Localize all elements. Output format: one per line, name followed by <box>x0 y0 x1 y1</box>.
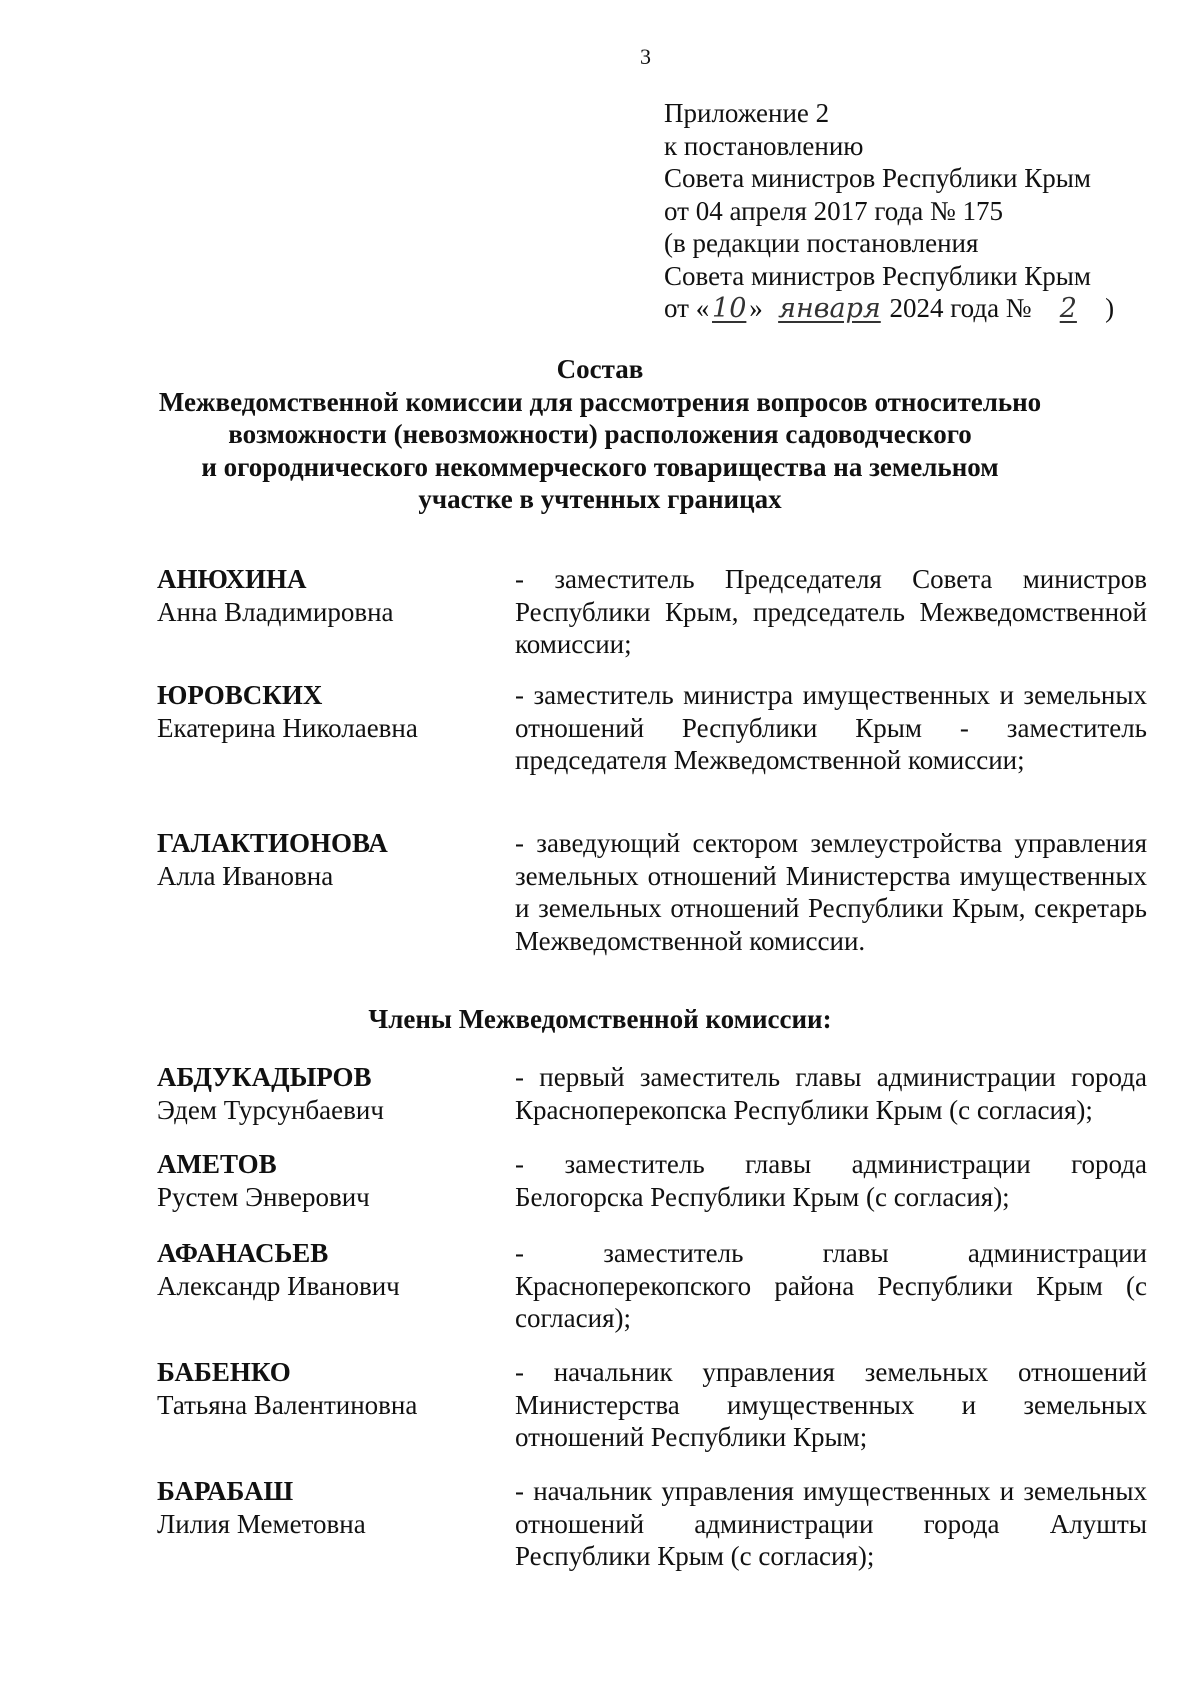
date-prefix: от « <box>664 293 710 323</box>
surname: АБДУКАДЫРОВ <box>157 1062 372 1092</box>
appendix-line: Совета министров Республики Крым <box>664 260 1091 291</box>
given-name: Татьяна Валентиновна <box>157 1389 418 1420</box>
appendix-line: к постановлению <box>664 130 864 161</box>
given-name: Анна Владимировна <box>157 596 394 627</box>
person-name <box>157 1237 497 1302</box>
appendix-block <box>664 97 1114 326</box>
date-suffix: ) <box>1098 293 1115 323</box>
handwritten-month: января <box>778 293 881 324</box>
role-description: - заместитель министра имущественных и земельных отношений Республики Крым - заместитель председателя Межведомственной комиссии; <box>515 680 1147 775</box>
members-heading: Члены Межведомственной комиссии: <box>368 1004 832 1034</box>
surname: ГАЛАКТИОНОВА <box>157 828 388 858</box>
role-description: - заместитель главы администрации города Белогорска Республики Крым (с согласия); <box>515 1149 1147 1212</box>
date-year: 2024 <box>889 293 944 323</box>
surname: АФАНАСЬЕВ <box>157 1238 329 1268</box>
role-description: - начальник управления земельных отношений Министерства имущественных и земельных отношений Республики Крым; <box>515 1357 1147 1452</box>
surname: БАБЕНКО <box>157 1357 291 1387</box>
role-description: - заместитель Председателя Совета министров Республики Крым, председатель Межведомственной комиссии; <box>515 564 1147 659</box>
date-after-year: года № <box>943 293 1039 323</box>
person-name <box>157 1148 497 1213</box>
title-line: Межведомственной комиссии для рассмотрения вопросов относительно <box>158 386 1042 417</box>
appendix-line: (в редакции постановления <box>664 228 979 258</box>
given-name: Лилия Меметовна <box>157 1508 366 1539</box>
title-line: и огороднического некоммерческого товарищества на земельном <box>201 451 999 482</box>
appendix-line: Приложение 2 <box>664 98 830 128</box>
role-description: - первый заместитель главы администрации города Красноперекопска Республики Крым (с согласия); <box>515 1062 1147 1125</box>
given-name: Александр Иванович <box>157 1270 400 1301</box>
role-description: - начальник управления имущественных и земельных отношений администрации города Алушты Республики Крым (с согласия); <box>515 1476 1147 1571</box>
role-description: - заведующий сектором землеустройства управления земельных отношений Министерства имущественных и земельных отношений Республики Крым, секретарь Межведомственной комиссии. <box>515 828 1147 956</box>
person-name <box>157 827 497 892</box>
given-name: Екатерина Николаевна <box>157 712 418 743</box>
person-name <box>157 1356 497 1421</box>
surname: АМЕТОВ <box>157 1149 277 1179</box>
appendix-line: от 04 апреля 2017 года № 175 <box>664 195 1004 226</box>
handwritten-number: 2 <box>1059 293 1077 324</box>
surname: БАРАБАШ <box>157 1476 294 1506</box>
appendix-line: Совета министров Республики Крым <box>664 163 1091 193</box>
role-description: - заместитель главы администрации Красноперекопского района Республики Крым (с согласия); <box>515 1238 1147 1333</box>
title-heading: Состав <box>556 354 644 384</box>
handwritten-day: 10 <box>712 293 747 324</box>
person-name <box>157 1475 497 1540</box>
title-line: участке в учтенных границах <box>418 484 782 514</box>
appendix-date-line <box>664 292 1114 326</box>
page-number: 3 <box>640 44 651 69</box>
given-name: Рустем Энверович <box>157 1181 370 1212</box>
person-name <box>157 1061 497 1126</box>
given-name: Алла Ивановна <box>157 860 334 891</box>
surname: АНЮХИНА <box>157 564 307 594</box>
person-name <box>157 679 497 744</box>
date-mid: » <box>749 293 770 323</box>
surname: ЮРОВСКИХ <box>157 680 323 710</box>
title-line: возможности (невозможности) расположения садоводческого <box>228 419 972 449</box>
given-name: Эдем Турсунбаевич <box>157 1094 384 1125</box>
document-title <box>0 353 1200 516</box>
person-name <box>157 563 497 628</box>
